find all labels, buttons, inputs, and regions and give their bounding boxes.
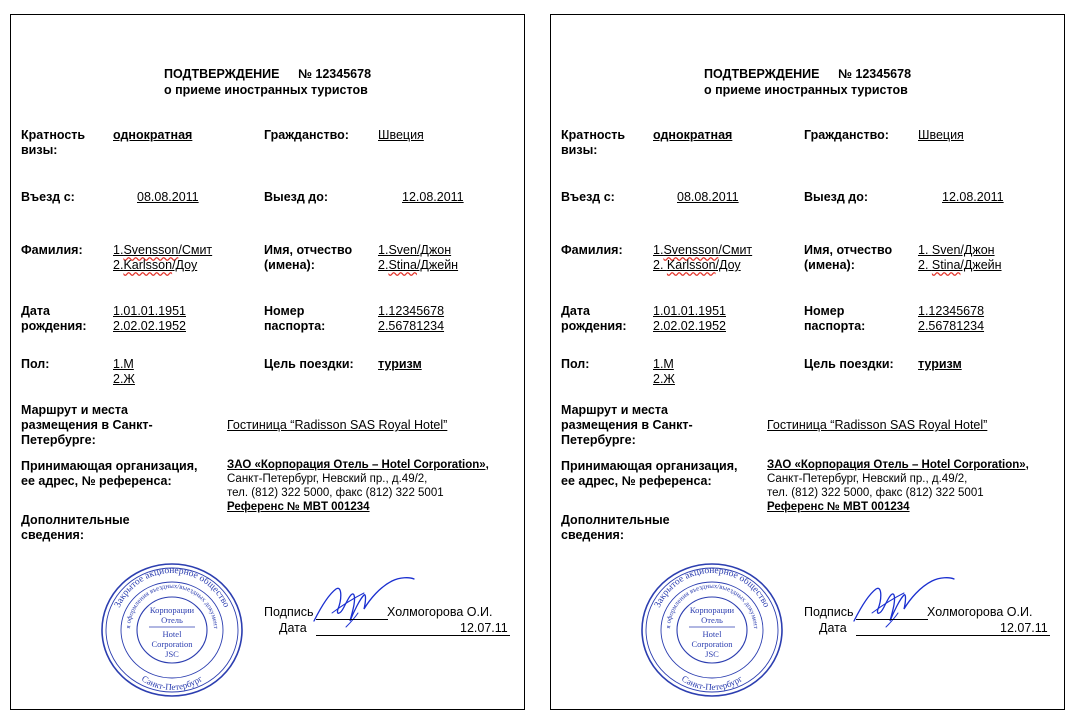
visa-multiplicity-label-cont: визы: (21, 143, 58, 157)
visa-multiplicity-value: однократная (113, 128, 193, 142)
given-name-label-cont: (имена): (264, 258, 315, 272)
sex-1: 1.М (653, 357, 674, 371)
host-org-label-cont: ее адрес, № референса: (21, 474, 172, 488)
stamp-center-line1: Корпорации (149, 605, 195, 615)
document-subtitle: о приеме иностранных туристов (164, 83, 368, 97)
citizenship-label: Гражданство: (804, 128, 889, 142)
sex-2: 2.Ж (113, 372, 135, 386)
citizenship-value: Швеция (918, 128, 964, 142)
birth-date-label-cont: рождения: (21, 319, 87, 333)
birth-date-1: 1.01.01.1951 (653, 304, 726, 318)
stamp-center-line3: Hotel (702, 629, 722, 639)
host-org-address: Санкт-Петербург, Невский пр., д.49/2, (227, 473, 428, 485)
host-org-reference: Референс № MBT 001234 (767, 501, 910, 513)
host-org-label-cont: ее адрес, № референса: (561, 474, 712, 488)
passport-label: Номер (264, 304, 305, 318)
route-label-cont: размещения в Санкт- (21, 418, 153, 432)
sex-label: Пол: (21, 357, 50, 371)
route-value: Гостиница “Radisson SAS Royal Hotel” (227, 418, 448, 432)
surname-1: 1.Svensson/Смит (113, 243, 213, 257)
stamp-center-line3: Hotel (162, 629, 182, 639)
stamp-center-line2: Отель (701, 615, 723, 625)
additional-info-label: Дополнительные (561, 513, 670, 527)
birth-date-1: 1.01.01.1951 (113, 304, 186, 318)
stamp-center-line5: JSC (165, 649, 179, 659)
surname-label: Фамилия: (561, 243, 623, 257)
date-line (316, 635, 510, 636)
purpose-value: туризм (918, 357, 962, 371)
confirmation-page-2 (550, 14, 1065, 710)
birth-date-label-cont: рождения: (561, 319, 627, 333)
signature-label: Подпись (804, 605, 854, 619)
passport-label-cont: паспорта: (804, 319, 866, 333)
citizenship-label: Гражданство: (264, 128, 349, 142)
signature-date: 12.07.11 (1000, 621, 1048, 635)
document-title: ПОДТВЕРЖДЕНИЕ (704, 67, 820, 81)
sex-1: 1.М (113, 357, 134, 371)
signature-line (856, 619, 928, 620)
stamp-outer-text: Закрытое акционерное общество (113, 565, 231, 610)
passport-label: Номер (804, 304, 845, 318)
given-name-label: Имя, отчество (804, 243, 893, 257)
entry-label: Въезд с: (21, 190, 75, 204)
sex-label: Пол: (561, 357, 590, 371)
given-name-1: 1. Sven/Джон (918, 243, 995, 257)
surname-1: 1.Svensson/Смит (653, 243, 753, 257)
passport-number-1: 1.12345678 (918, 304, 985, 318)
additional-info-label: Дополнительные (21, 513, 130, 527)
host-org-address: Санкт-Петербург, Невский пр., д.49/2, (767, 473, 968, 485)
stamp-city: Санкт-Петербург (679, 673, 745, 693)
exit-label: Выезд до: (804, 190, 869, 204)
given-name-1: 1.Sven/Джон (378, 243, 452, 257)
sex-2: 2.Ж (653, 372, 675, 386)
stamp-inner-text: я оформления въездных/выездных документ (665, 582, 759, 629)
birth-date-2: 2.02.02.1952 (113, 319, 186, 333)
passport-number-2: 2.56781234 (378, 319, 445, 333)
company-stamp (639, 561, 785, 699)
exit-date: 12.08.2011 (402, 190, 464, 204)
document-title: ПОДТВЕРЖДЕНИЕ (164, 67, 280, 81)
host-org-name: ЗАО «Корпорация Отель – Hotel Corporation», (227, 459, 489, 471)
host-org-label: Принимающая организация, (21, 459, 198, 473)
birth-date-2: 2.02.02.1952 (653, 319, 726, 333)
signer-name: Холмогорова О.И. (927, 605, 1033, 619)
additional-info-label-cont: сведения: (21, 528, 85, 542)
date-line (856, 635, 1050, 636)
svg-text:Санкт-Петербург (680, 673, 744, 692)
purpose-label: Цель поездки: (264, 357, 354, 371)
route-label-cont2: Петербурге: (561, 433, 636, 447)
surname-2: 2. Karlsson/Доу (653, 258, 741, 272)
document-subtitle: о приеме иностранных туристов (704, 83, 908, 97)
route-value: Гостиница “Radisson SAS Royal Hotel” (767, 418, 988, 432)
surname-2: 2.Karlsson/Доу (113, 258, 198, 272)
passport-label-cont: паспорта: (264, 319, 326, 333)
given-name-label-cont: (имена): (804, 258, 855, 272)
visa-multiplicity-label-cont: визы: (561, 143, 598, 157)
host-org-phone: тел. (812) 322 5000, факс (812) 322 5001 (227, 487, 444, 499)
purpose-value: туризм (378, 357, 422, 371)
route-label-cont2: Петербурге: (21, 433, 96, 447)
host-org-reference: Референс № MBT 001234 (227, 501, 370, 513)
purpose-label: Цель поездки: (804, 357, 894, 371)
visa-multiplicity-value: однократная (653, 128, 733, 142)
stamp-center-line4: Corporation (151, 639, 193, 649)
stamp-center-line4: Corporation (691, 639, 733, 649)
visa-multiplicity-label: Кратность (21, 128, 86, 142)
surname-label: Фамилия: (21, 243, 83, 257)
stamp-center-line2: Отель (161, 615, 183, 625)
document-number: № 12345678 (298, 67, 372, 81)
additional-info-label-cont: сведения: (561, 528, 625, 542)
given-name-2: 2.Stina/Джейн (378, 258, 459, 272)
signer-name: Холмогорова О.И. (387, 605, 493, 619)
birth-date-label: Дата (561, 304, 590, 318)
stamp-center-line5: JSC (705, 649, 719, 659)
date-label: Дата (279, 621, 307, 635)
entry-label: Въезд с: (561, 190, 615, 204)
stamp-inner-text: я оформления въездных/выездных документ (125, 582, 219, 629)
entry-date: 08.08.2011 (137, 190, 199, 204)
passport-number-2: 2.56781234 (918, 319, 985, 333)
document-number: № 12345678 (838, 67, 912, 81)
entry-date: 08.08.2011 (677, 190, 739, 204)
signature-label: Подпись (264, 605, 314, 619)
svg-text:Санкт-Петербург (140, 673, 204, 692)
route-label: Маршрут и места (561, 403, 668, 417)
host-org-name: ЗАО «Корпорация Отель – Hotel Corporation», (767, 459, 1029, 471)
date-label: Дата (819, 621, 847, 635)
stamp-outer-text: Закрытое акционерное общество (653, 565, 771, 610)
birth-date-label: Дата (21, 304, 50, 318)
company-stamp (99, 561, 245, 699)
exit-label: Выезд до: (264, 190, 329, 204)
visa-multiplicity-label: Кратность (561, 128, 626, 142)
handwritten-signature (306, 569, 416, 631)
host-org-phone: тел. (812) 322 5000, факс (812) 322 5001 (767, 487, 984, 499)
signature-line (316, 619, 388, 620)
signature-date: 12.07.11 (460, 621, 508, 635)
stamp-city: Санкт-Петербург (139, 673, 205, 693)
passport-number-1: 1.12345678 (378, 304, 445, 318)
handwritten-signature (846, 569, 956, 631)
route-label-cont: размещения в Санкт- (561, 418, 693, 432)
given-name-2: 2. Stina/Джейн (918, 258, 1002, 272)
confirmation-page-1 (10, 14, 525, 710)
stamp-center-line1: Корпорации (689, 605, 735, 615)
citizenship-value: Швеция (378, 128, 424, 142)
exit-date: 12.08.2011 (942, 190, 1004, 204)
route-label: Маршрут и места (21, 403, 128, 417)
given-name-label: Имя, отчество (264, 243, 353, 257)
host-org-label: Принимающая организация, (561, 459, 738, 473)
